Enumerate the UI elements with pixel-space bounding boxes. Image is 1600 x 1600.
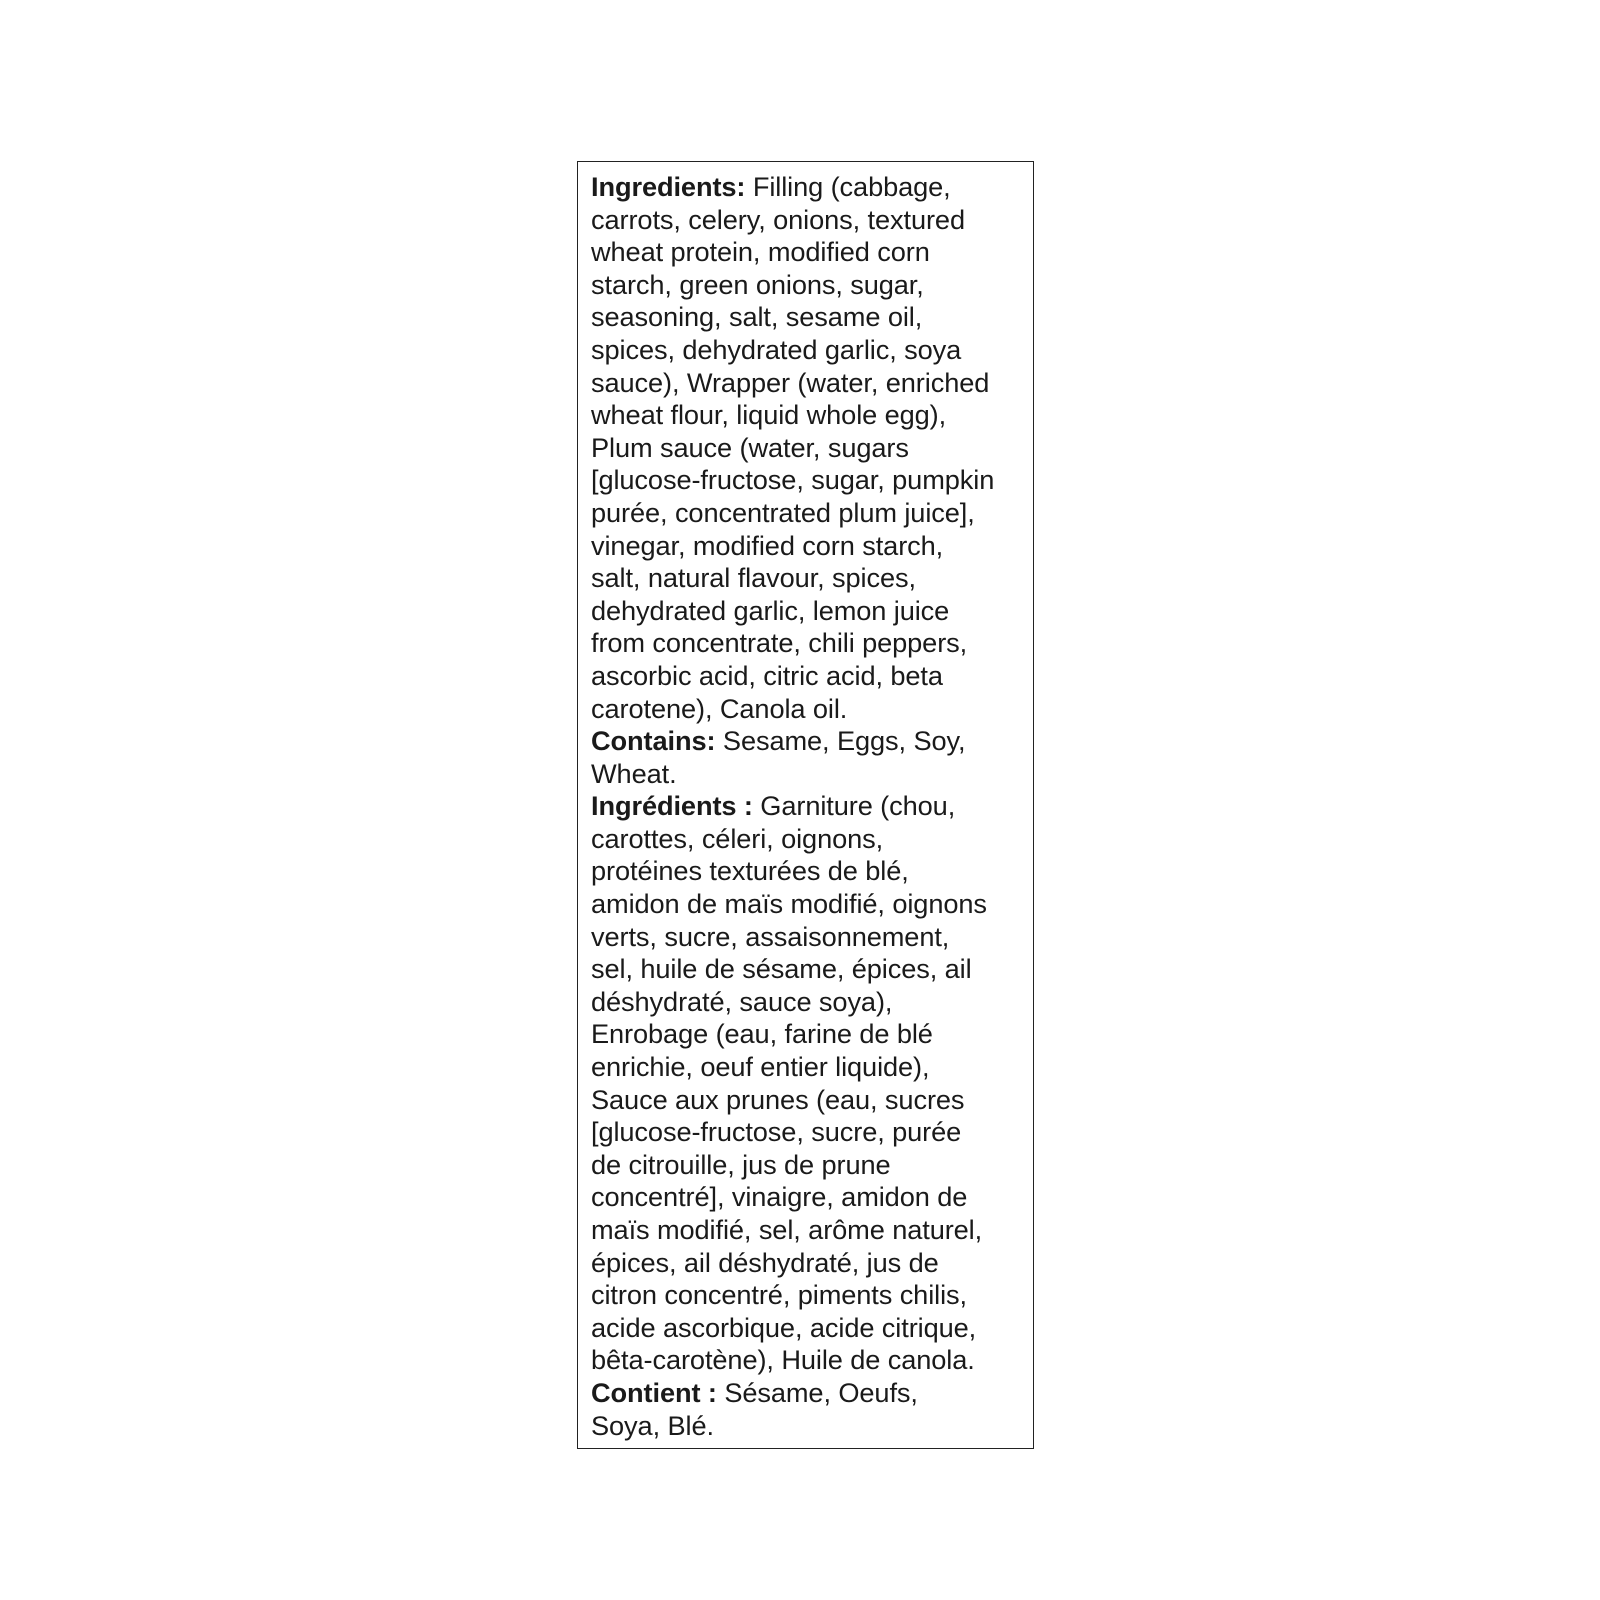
fr-ingredients-heading: Ingrédients : <box>591 790 753 822</box>
fr-ingredients-line: carottes, céleri, oignons, <box>591 822 884 854</box>
fr-ingredients-line: bêta-carotène), Huile de canola. <box>591 1344 975 1376</box>
fr-contains-heading: Contient : <box>591 1376 717 1408</box>
en-ingredients-line: vinegar, modified corn starch, <box>591 529 944 561</box>
fr-ingredients-line: verts, sucre, assaisonnement, <box>591 920 950 952</box>
en-ingredients-line: [glucose-fructose, sugar, pumpkin <box>591 464 995 496</box>
en-ingredients-line: purée, concentrated plum juice], <box>591 496 975 528</box>
ingredients-label-box <box>577 161 1034 1449</box>
fr-ingredients-line: Enrobage (eau, farine de blé <box>591 1018 933 1050</box>
fr-ingredients-line: citron concentré, piments chilis, <box>591 1279 967 1311</box>
en-ingredients-line: sauce), Wrapper (water, enriched <box>591 366 990 398</box>
fr-ingredients-line: déshydraté, sauce soya), <box>591 985 893 1017</box>
fr-ingredients-line: enrichie, oeuf entier liquide), <box>591 1051 930 1083</box>
fr-contains-text: Sésame, Oeufs, <box>716 1376 918 1408</box>
en-ingredients-heading: Ingredients: <box>591 171 746 202</box>
fr-contains-line: Soya, Blé. <box>591 1409 714 1441</box>
en-ingredients-line: spices, dehydrated garlic, soya <box>591 333 962 365</box>
fr-ingredients-line: acide ascorbique, acide citrique, <box>591 1311 977 1343</box>
fr-ingredients-line: de citrouille, jus de prune <box>591 1148 891 1180</box>
en-ingredients-line <box>591 171 1023 204</box>
fr-ingredients-line: concentré], vinaigre, amidon de <box>591 1181 968 1213</box>
en-ingredients-line: carrots, celery, onions, textured <box>591 203 965 235</box>
en-ingredients-line: from concentrate, chili peppers, <box>591 627 968 659</box>
en-ingredients-line: wheat flour, liquid whole egg), <box>591 399 947 431</box>
fr-ingredients-line: sel, huile de sésame, épices, ail <box>591 953 972 985</box>
fr-ingredients-line: protéines texturées de blé, <box>591 855 909 887</box>
fr-ingredients-text: Garniture (chou, <box>752 790 956 822</box>
en-ingredients-line: dehydrated garlic, lemon juice <box>591 594 950 626</box>
en-ingredients-line: ascorbic acid, citric acid, beta <box>591 659 943 691</box>
en-ingredients-line: carotene), Canola oil. <box>591 692 848 724</box>
en-contains-line: Wheat. <box>591 757 677 789</box>
en-ingredients-text: Filling (cabbage, <box>745 171 951 202</box>
en-ingredients-line: wheat protein, modified corn <box>591 236 930 268</box>
fr-ingredients-line: épices, ail déshydraté, jus de <box>591 1246 939 1278</box>
en-ingredients-line: Plum sauce (water, sugars <box>591 431 909 463</box>
en-ingredients-line: seasoning, salt, sesame oil, <box>591 301 923 333</box>
en-contains-text: Sesame, Eggs, Soy, <box>715 725 966 757</box>
en-contains-heading: Contains: <box>591 725 716 757</box>
fr-ingredients-line <box>591 790 1023 823</box>
en-ingredients-line: starch, green onions, sugar, <box>591 268 924 300</box>
en-contains-line <box>591 725 1023 758</box>
fr-ingredients-line: amidon de maïs modifié, oignons <box>591 888 987 920</box>
fr-ingredients-line: [glucose-fructose, sucre, purée <box>591 1116 962 1148</box>
fr-ingredients-line: maïs modifié, sel, arôme naturel, <box>591 1214 983 1245</box>
fr-ingredients-line: Sauce aux prunes (eau, sucres <box>591 1083 965 1115</box>
en-ingredients-line: salt, natural flavour, spices, <box>591 562 916 594</box>
fr-contains-line <box>591 1377 1023 1410</box>
